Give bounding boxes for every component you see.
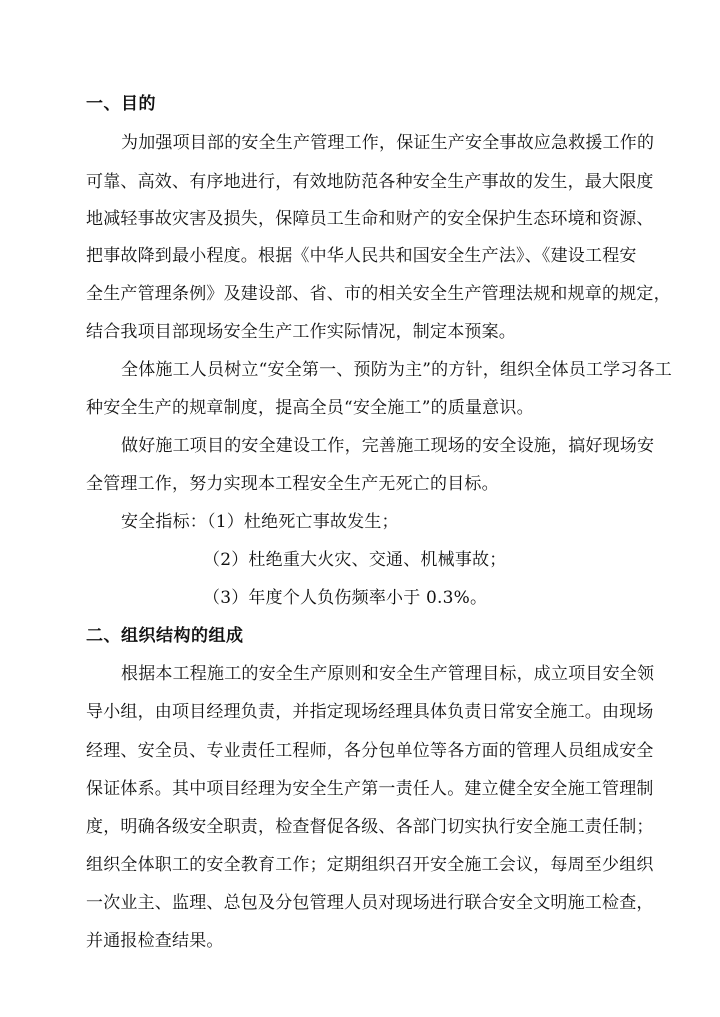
- section2-para1-line5: 度，明确各级安全职责，检查督促各级、各部门切实执行安全施工责任制；: [86, 817, 654, 837]
- section2-para1-line6: 组织全体职工的安全教育工作；定期组织召开安全施工会议，每周至少组织: [86, 855, 654, 875]
- section1-para1-line4: 把事故降到最小程度。根据《中华人民共和国安全生产法》、《建设工程安: [86, 246, 637, 266]
- section2-para1-line3: 经理、安全员、专业责任工程师，各分包单位等各方面的管理人员组成安全: [86, 741, 654, 761]
- section1-para1-line3: 地减轻事故灾害及损失，保障员工生命和财产的安全保护生态环境和资源、: [86, 209, 654, 229]
- section1-para3-line2: 全管理工作，努力实现本工程安全生产无死亡的目标。: [86, 474, 499, 494]
- section1-para1-line6: 结合我项目部现场安全生产工作实际情况，制定本预案。: [86, 322, 516, 342]
- section1-para2-line1: 全体施工人员树立“安全第一、预防为主”的方针，组织全体员工学习各工: [121, 360, 672, 380]
- safety-indicator-3: （3）年度个人负伤频率小于 0.3%。: [203, 588, 488, 608]
- section2-heading: 二、组织结构的组成: [86, 626, 244, 646]
- section1-para3-line1: 做好施工项目的安全建设工作，完善施工现场的安全设施，搞好现场安: [121, 436, 655, 456]
- section2-para1-line1: 根据本工程施工的安全生产原则和安全生产管理目标，成立项目安全领: [121, 664, 655, 684]
- section2-para1-line7: 一次业主、监理、总包及分包管理人员对现场进行联合安全文明施工检查，: [86, 893, 654, 913]
- section1-heading: 一、目的: [86, 94, 156, 114]
- safety-indicator-2: （2）杜绝重大火灾、交通、机械事故；: [203, 550, 507, 570]
- section2-para1-line2: 导小组，由项目经理负责，并指定现场经理具体负责日常安全施工。由现场: [86, 702, 654, 722]
- section1-para1-line5: 全生产管理条例》及建设部、省、市的相关安全生产管理法规和规章的规定，: [86, 284, 671, 304]
- section1-para2-line2: 种安全生产的规章制度，提高全员“安全施工”的质量意识。: [86, 398, 534, 418]
- safety-indicator-1: 安全指标：（1）杜绝死亡事故发生；: [121, 512, 399, 532]
- section1-para1-line2: 可靠、高效、有序地进行，有效地防范各种安全生产事故的发生，最大限度: [86, 172, 654, 192]
- section1-para1-line1: 为加强项目部的安全生产管理工作，保证生产安全事故应急救援工作的: [121, 133, 655, 153]
- section2-para1-line8: 并通报检查结果。: [86, 931, 224, 951]
- section2-para1-line4: 保证体系。其中项目经理为安全生产第一责任人。建立健全安全施工管理制: [86, 779, 654, 799]
